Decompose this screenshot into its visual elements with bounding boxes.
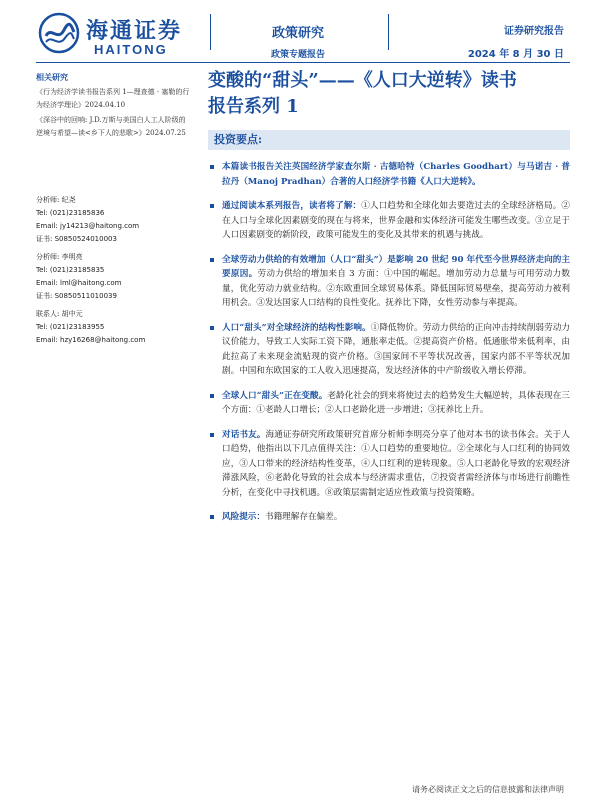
key-point-text: 书籍理解存在偏差。 bbox=[264, 512, 343, 522]
key-point bbox=[208, 160, 570, 189]
header-divider bbox=[388, 14, 389, 50]
bullet-marker-icon bbox=[210, 515, 214, 519]
bullet-marker-icon bbox=[210, 433, 214, 437]
contact-card bbox=[36, 308, 192, 347]
analyst-tel: Tel: (021)23185836 bbox=[36, 209, 105, 217]
related-research-heading: 相关研究 bbox=[36, 72, 68, 82]
contact-name: 联系人: 胡中元 bbox=[36, 310, 83, 318]
report-date: 2024 年 8 月 30 日 bbox=[467, 49, 564, 60]
key-point bbox=[208, 253, 570, 311]
report-type-block bbox=[468, 22, 564, 60]
key-point-lead: 全球劳动力供给的有效增加（人口“甜头”）是影响 20 世纪 90 年代至今世界经济走向的主要原因。 bbox=[222, 254, 570, 279]
analyst-cert: 证书: S0850524010003 bbox=[36, 235, 117, 243]
sidebar bbox=[36, 72, 192, 142]
haitong-emblem-icon bbox=[38, 12, 80, 54]
title-line: 变酸的“甜头”——《人口大逆转》读书 bbox=[208, 70, 517, 91]
key-point-text: ①人口趋势和全球化如去要造过去的全球经济格局。②在人口与全球化因素剧变的现在与将来，世界金融和实体经济可能发生哪些改变。③立足于人口因素剧变的新阶段，政策可能发生的变化及其带来的机遇与挑战。 bbox=[222, 201, 570, 240]
disclaimer-footer: 请务必阅读正文之后的信息披露和法律声明 bbox=[412, 785, 564, 794]
key-point-lead: 通过阅读本系列报告，读者将了解： bbox=[222, 201, 362, 211]
title-line: 报告系列 1 bbox=[208, 96, 299, 117]
related-research-item[interactable]: 《深谷中的回响: J.D.万斯与美国白人工人阶级的逆境与希望—读<乡下人的悲歌>》2024.07.25 bbox=[36, 116, 186, 137]
contact-email[interactable]: Email: hzy16268@haitong.com bbox=[36, 336, 146, 344]
header-divider bbox=[210, 14, 211, 50]
bullet-marker-icon bbox=[210, 326, 214, 330]
logo-chinese-text: 海通证券 bbox=[86, 18, 183, 44]
key-point-lead: 风险提示： bbox=[222, 512, 265, 522]
key-point-text: 劳动力供给的增加来自 3 方面：①中国的崛起。增加劳动力总量与可用劳动力数量，优化劳动力就业结构。②东欧重回全球贸易体系。降低国际贸易壁垒，提高劳动力被利用机会。③发达国家人口结构的良性变化。抚养比下降，女性劳动参与率提高。 bbox=[222, 269, 570, 308]
key-point-lead: 人口“甜头”对全球经济的结构性影响。 bbox=[222, 322, 371, 333]
document-title bbox=[208, 68, 570, 120]
key-point-text: ①降低物价。劳动力供给的正向冲击持续削弱劳动力议价能力，导致工人实际工资下降，通胀率走低。②提高资产价格。低通胀带来低利率，由此拉高了未来现金流贴现的资产价格。③国家间不平等状况改善，国家内部不平等状况加剧。中国和东欧国家的工人收入迅速提高，发达经济体的中产阶级收入增长停滞。 bbox=[222, 322, 570, 376]
analyst-list bbox=[36, 194, 192, 352]
key-point bbox=[208, 389, 570, 418]
report-category bbox=[228, 22, 368, 60]
key-point bbox=[208, 199, 570, 243]
analyst-cert: 证书: S0850511010039 bbox=[36, 292, 117, 300]
key-point bbox=[208, 321, 570, 379]
analyst-name: 分析师: 李明亮 bbox=[36, 253, 83, 261]
key-points-list bbox=[208, 160, 570, 525]
main-content bbox=[208, 62, 570, 535]
contact-tel: Tel: (021)23183955 bbox=[36, 323, 105, 331]
report-header bbox=[0, 0, 600, 62]
bullet-marker-icon bbox=[210, 204, 214, 208]
report-type: 证券研究报告 bbox=[504, 26, 564, 37]
key-point-lead: 全球人口“甜头”正在变酸。 bbox=[222, 390, 328, 401]
analyst-email[interactable]: Email: jy14213@haitong.com bbox=[36, 222, 140, 230]
key-point-lead: 对话书友。 bbox=[222, 429, 266, 440]
analyst-card bbox=[36, 194, 192, 246]
key-point-text: 老龄化社会的到来将使过去的趋势发生大幅逆转，具体表现在三个方面：①老龄人口增长；②人口老龄化进一步增进；③抚养比上升。 bbox=[222, 390, 570, 415]
bullet-marker-icon bbox=[210, 394, 214, 398]
related-research-item[interactable]: 《行为经济学读书报告系列 1—理查德 · 塞勒的行为经济学理论》2024.04.10 bbox=[36, 88, 190, 109]
category-subtitle: 政策专题报告 bbox=[270, 50, 325, 60]
haitong-logo bbox=[38, 6, 208, 58]
key-point-lead: 本篇读书报告关注英国经济学家查尔斯 · 古德哈特（Charles Goodhart）与马诺吉 · 普拉丹（Manoj Pradhan）合著的人口经济学书籍《人口大逆转》。 bbox=[222, 162, 570, 187]
bullet-marker-icon bbox=[210, 258, 214, 262]
analyst-name: 分析师: 纪尧 bbox=[36, 196, 76, 204]
section-heading: 投资要点: bbox=[208, 130, 570, 150]
key-point bbox=[208, 428, 570, 501]
bullet-marker-icon bbox=[210, 165, 214, 169]
analyst-card bbox=[36, 251, 192, 303]
analyst-email[interactable]: Email: lml@haitong.com bbox=[36, 279, 122, 287]
category-title: 政策研究 bbox=[271, 26, 324, 41]
key-point-text: 海通证券研究所政策研究首席分析师李明亮分享了他对本书的读书体会。关于人口趋势，他指出以下几点值得关注：①人口趋势的重要地位。②全球化与人口红利的协同效应，③人口带来的经济结构性变革，④人口红利的逆转现象。⑤人口老龄化导致的宏观经济滞涨风险，⑥老龄化导致的社会成本与经济需求重估，⑦投资者需经济体与市场进行前瞻性分析，在变化中寻找机遇。⑧政策层需制定适应性政策与投资策略。 bbox=[222, 429, 570, 498]
logo-english-text: HAITONG bbox=[94, 42, 168, 57]
key-point bbox=[208, 510, 570, 525]
analyst-tel: Tel: (021)23185835 bbox=[36, 266, 105, 274]
